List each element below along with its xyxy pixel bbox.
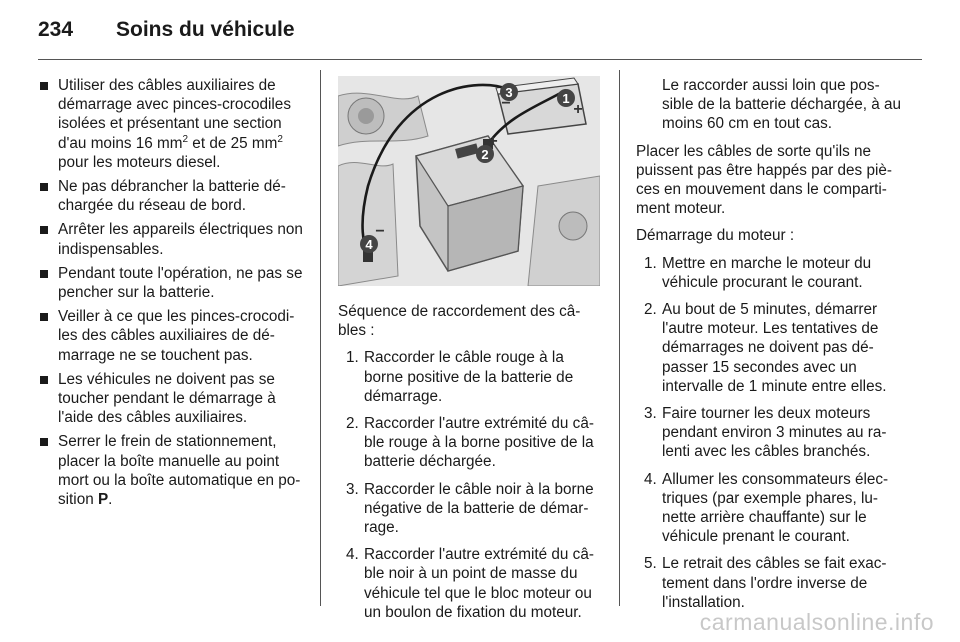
page-header [38,18,295,48]
bullet-square-icon [40,226,48,234]
column-divider [320,70,321,606]
column-divider [619,70,620,606]
bullet-item: Utiliser des câbles auxiliaires de démarrage avec pinces-crocodiles isolées et présentant une section d'au moins 16 $mm^2$ et de 25 $mm^2$ pour les moteurs diesel. [38,76,308,172]
bullet-square-icon [40,183,48,191]
bullet-item: Ne pas débrancher la batterie dé-chargée du réseau de bord. [38,177,308,215]
list-item: 1. Mettre en marche le moteur du véhicule procurant le courant. [644,254,872,291]
bullet-item: Serrer le frein de stationnement, placer la boîte manuelle au point mort ou la boîte automatique en po-sition P. [38,432,308,509]
list-item: 2. Raccorder l'autre extrémité du câ-ble rouge à la borne positive de la batterie déchargée. [346,415,594,471]
section-lead: Démarrage du moteur : [636,227,795,245]
bullet-square-icon [40,270,48,278]
engine-bay-drawing [338,76,600,286]
svg-text:3: 3 [505,85,513,100]
list-item: 5. Le retrait des câbles se fait exac-tement dans l'ordre inverse de l'installation. [644,555,887,611]
jump-start-illustration [338,76,600,286]
list-item: 3. Raccorder le câble noir à la borne négative de la batterie de démar-rage. [346,480,594,537]
list-item: 4. Allumer les consommateurs élec-triques (par exemple phares, lu-nette arrière chauffante) sur le véhicule prenant le courant. [644,470,889,546]
bullet-item: Arrêter les appareils électriques non indispensables. [38,220,308,258]
column-right [636,76,902,620]
sequence-intro: Séquence de raccordement des câ-bles : [338,303,581,340]
list-item: 1. Raccorder le câble rouge à la borne positive de la batterie de démarrage. [346,349,574,405]
list-item: 3. Faire tourner les deux moteurs pendant environ 3 minutes au ra-lenti avec les câbles branchés. [644,405,887,461]
header-divider [38,59,922,60]
column-middle [338,302,604,630]
svg-text:−: − [501,95,511,112]
continuation-text: Le raccorder aussi loin que pos-sible de la batterie déchargée, à au moins 60 cm en tout cas. [662,77,901,133]
svg-text:−: − [375,223,385,240]
svg-text:1: 1 [562,91,570,106]
bullet-square-icon [40,376,48,384]
column-left [38,76,308,514]
page-number: 234 [38,18,74,41]
svg-text:+: + [573,101,583,118]
paragraph: Placer les câbles de sorte qu'ils ne puissent pas être happés par des piè-ces en mouvement dans le comparti-ment moteur. [636,142,892,218]
svg-text:2: 2 [481,147,489,162]
bullet-item: Pendant toute l'opération, ne pas se pencher sur la batterie. [38,264,308,302]
bullet-item: Les véhicules ne doivent pas se toucher pendant le démarrage à l'aide des câbles auxiliaires. [38,370,308,428]
watermark: carmanualsonline.info [699,609,934,635]
bullet-square-icon [40,438,48,446]
bullet-square-icon [40,82,48,90]
svg-text:+: + [488,133,498,150]
page-title: Soins du véhicule [116,18,295,41]
svg-text:4: 4 [365,237,373,252]
bullet-item: Veiller à ce que les pinces-crocodi-les des câbles auxiliaires de dé-marrage ne se touchent pas. [38,307,308,365]
bullet-square-icon [40,313,48,321]
list-item: 2. Au bout de 5 minutes, démarrer l'autre moteur. Les tentatives de démarrages ne doivent pas dé-passer 15 secondes avec un intervalle de 1 minute entre elles. [644,301,887,395]
list-item: 4. Raccorder l'autre extrémité du câ-ble noir à un point de masse du véhicule tel que le bloc moteur ou un boulon de fixation du moteur. [346,546,594,621]
